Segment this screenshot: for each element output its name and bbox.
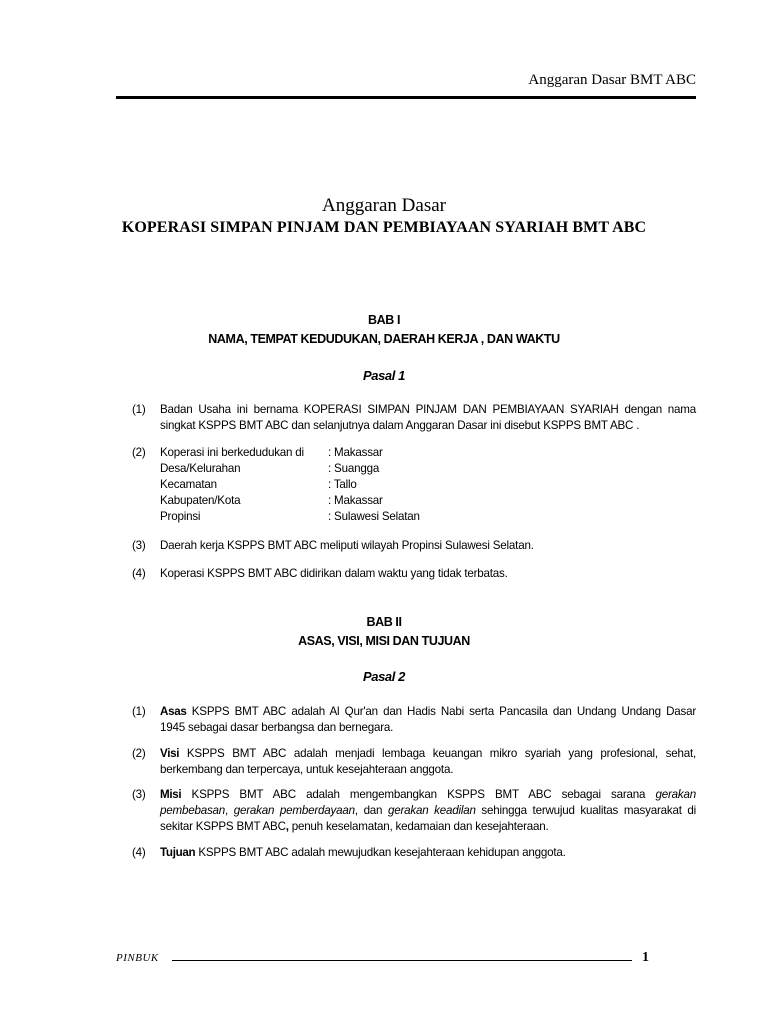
item-number: (1): [132, 403, 146, 416]
address-row: [160, 477, 696, 493]
item-text-line: Koperasi KSPPS BMT ABC didirikan dalam waktu yang tidak terbatas.: [160, 567, 508, 580]
bab1-label: BAB I: [367, 313, 401, 327]
item-text-line: Daerah kerja KSPPS BMT ABC meliputi wilayah Propinsi Sulawesi Selatan.: [160, 539, 534, 552]
item-text: ,: [225, 804, 234, 817]
document-subtitle: KOPERASI SIMPAN PINJAM DAN PEMBIAYAAN SYARIAH BMT ABC: [121, 219, 647, 236]
page-header-title: Anggaran Dasar BMT ABC: [528, 72, 696, 88]
item-number: (4): [132, 846, 146, 859]
address-value: : Makassar: [328, 494, 383, 507]
footer-label: PINBUK: [116, 952, 159, 964]
address-value: : Sulawesi Selatan: [328, 510, 420, 523]
item-text: KSPPS BMT ABC adalah Al Qur'an dan Hadis Nabi serta Pancasila dan Undang Undang Dasar: [186, 705, 696, 718]
item-text: KSPPS BMT ABC adalah mewujudkan kesejahteraan kehidupan anggota.: [195, 846, 566, 859]
address-row: [160, 509, 696, 525]
address-key: Kecamatan: [160, 478, 217, 491]
footer-rule: [172, 960, 632, 961]
header-rule: [116, 96, 696, 99]
item-number: (2): [132, 446, 146, 459]
address-value: : Suangga: [328, 462, 380, 475]
address-key: Desa/Kelurahan: [160, 462, 241, 475]
keyword-tujuan: Tujuan: [160, 846, 196, 859]
item-text: KSPPS BMT ABC adalah menjadi lembaga keuangan mikro syariah yang profesional, sehat,: [179, 747, 696, 760]
item-text: KSPPS BMT ABC adalah mengembangkan KSPPS BMT ABC sebagai sarana: [181, 788, 656, 801]
address-row: [160, 461, 696, 477]
keyword-asas: Asas: [160, 705, 187, 718]
bab2-label: BAB II: [366, 615, 402, 629]
item-text-line: singkat KSPPS BMT ABC dan selanjutnya dalam Anggaran Dasar ini disebut KSPPS BMT ABC .: [160, 419, 640, 432]
item-text-italic: pembebasan: [160, 804, 226, 817]
address-key: Kabupaten/Kota: [160, 494, 241, 507]
address-row: [160, 445, 696, 461]
item-text-italic: gerakan keadilan: [387, 804, 476, 817]
pasal1-heading: Pasal 1: [362, 368, 405, 383]
address-row: [160, 493, 696, 509]
pasal2-heading: Pasal 2: [362, 669, 405, 684]
bab1-heading: NAMA, TEMPAT KEDUDUKAN, DAERAH KERJA , DAN WAKTU: [208, 332, 560, 346]
item-text-line: 1945 sebagai dasar berbangsa dan bernegara.: [160, 721, 394, 734]
item-text-line: Badan Usaha ini bernama KOPERASI SIMPAN PINJAM DAN PEMBIAYAAN SYARIAH dengan nama: [160, 403, 696, 416]
bab2-heading: ASAS, VISI, MISI DAN TUJUAN: [298, 634, 470, 648]
item-number: (3): [132, 788, 146, 801]
document-title: Anggaran Dasar: [322, 195, 446, 216]
address-key: Koperasi ini berkedudukan di: [160, 446, 304, 459]
address-value: : Makassar: [328, 446, 383, 459]
item-text-bold-comma: ,: [285, 820, 289, 833]
item-text-italic: gerakan pemberdayaan: [233, 804, 355, 817]
item-number: (1): [132, 705, 146, 718]
item-text: sehingga terwujud kualitas masyarakat di: [475, 804, 697, 817]
item-number: (3): [132, 539, 146, 552]
item-number: (2): [132, 747, 146, 760]
item-text: sekitar KSPPS BMT ABC: [160, 820, 286, 833]
item-text: , dan: [354, 804, 388, 817]
address-key: Propinsi: [160, 510, 201, 523]
item-text-line: berkembang dan terpercaya, untuk kesejahteraan anggota.: [160, 763, 454, 776]
item-number: (4): [132, 567, 146, 580]
keyword-misi: Misi: [160, 788, 182, 801]
item-text: penuh keselamatan, kedamaian dan kesejahteraan.: [288, 820, 549, 833]
keyword-visi: Visi: [160, 747, 180, 760]
item-text-italic: gerakan: [655, 788, 696, 801]
address-value: : Tallo: [328, 478, 357, 491]
page-number: 1: [642, 950, 649, 965]
